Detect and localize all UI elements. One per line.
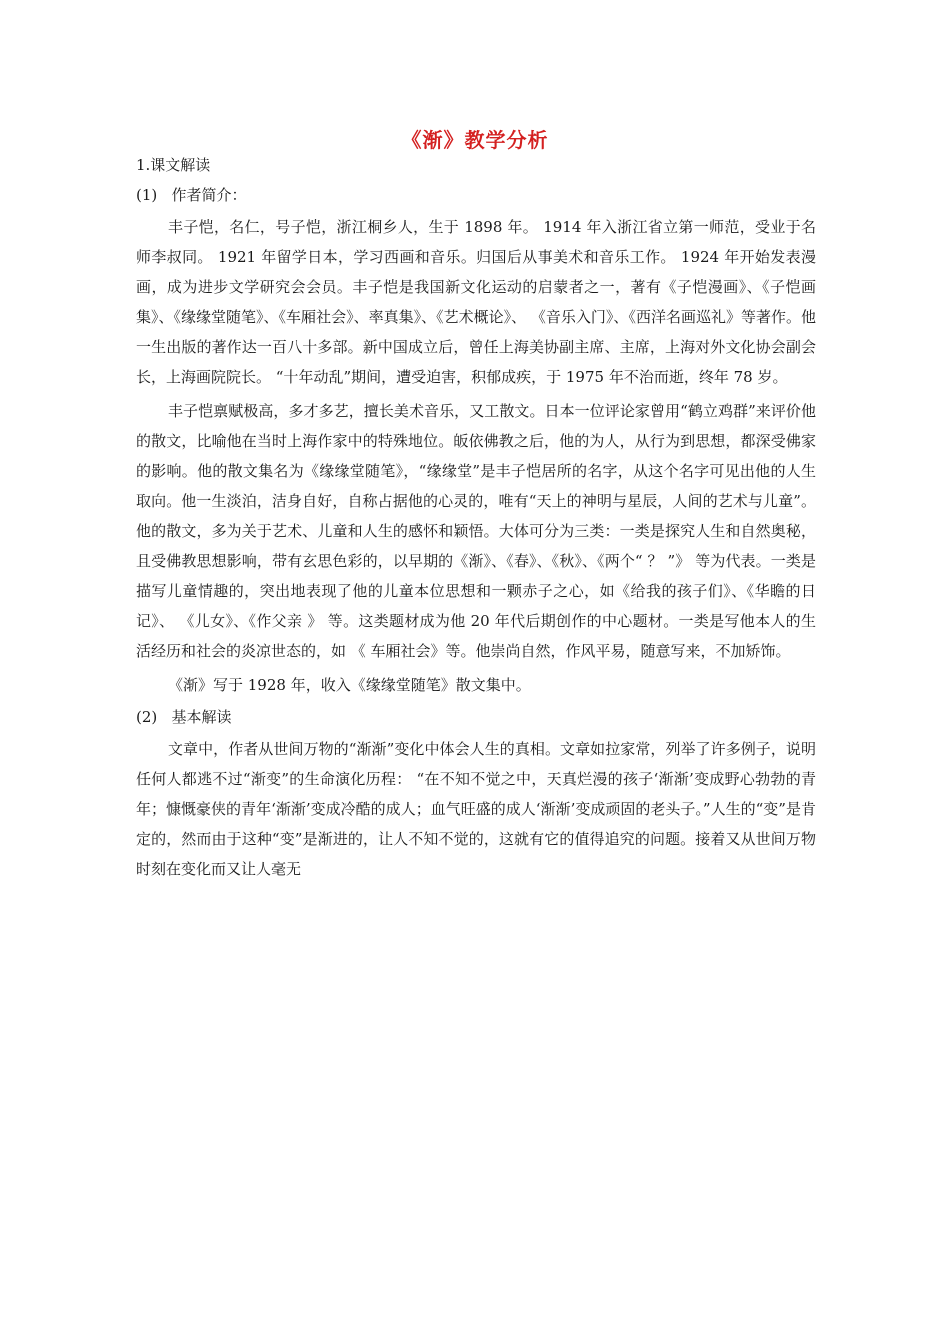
- subsection-heading-author: (1) 作者简介：: [136, 186, 247, 204]
- section-heading: 1.课文解读: [136, 156, 211, 174]
- document-title: 《渐》教学分析: [401, 128, 549, 152]
- paragraph-author-style: 丰子恺禀赋极高，多才多艺，擅长美术音乐，又工散文。日本一位评论家曾用“鹤立鸡群”来评价他的散文，比喻他在当时上海作家中的特殊地位。皈依佛教之后，他的为人，从行为到思想，都深受佛家的影响。他的散文集名为《缘缘堂随笔》，“缘缘堂”是丰子恺居所的名字，从这个名字可见出他的人生取向。他一生淡泊，洁身自好，自称占据他的心灵的，唯有“天上的神明与星辰，人间的艺术与儿童”。他的散文，多为关于艺术、儿童和人生的感怀和颖悟。大体可分为三类：一类是探究人生和自然奥秘，且受佛教思想影响，带有玄思色彩的，以早期的《渐》、《春》、《秋》、《两个“ ？ ”》 等为代表。一类是描写儿童情趣的，突出地表现了他的儿童本位思想和一颗赤子之心，如《给我的孩子们》、《华瞻的日记》、 《儿女》、《作父亲 》 等。这类题材成为他 20 年代后期创作的中心题材。一类是写他本人的生活经历和社会的炎凉世态的，如 《 车厢社会》等。他崇尚自然，作风平易，随意写来，不加矫饰。: [136, 402, 816, 660]
- subsection-heading-basic: (2) 基本解读: [136, 708, 232, 726]
- paragraph-author-intro: 丰子恺，名仁，号子恺，浙江桐乡人，生于 1898 年。 1914 年入浙江省立第一师范，受业于名师李叔同。 1921 年留学日本，学习西画和音乐。归国后从事美术和音乐工作。 1924 年开始发表漫画，成为进步文学研究会会员。丰子恺是我国新文化运动的启蒙者之一，著有《子恺漫画》、《子恺画集》、《缘缘堂随笔》、《车厢社会》、率真集》、《艺术概论》、 《音乐入门》、《西洋名画巡礼》等著作。他一生出版的著作达一百八十多部。新中国成立后，曾任上海美协副主席、主席，上海对外文化协会副会长，上海画院院长。 “十年动乱”期间，遭受迫害，积郁成疾，于 1975 年不治而逝，终年 78 岁。: [136, 218, 816, 386]
- paragraph-basic-reading: 文章中，作者从世间万物的“渐渐”变化中体会人生的真相。文章如拉家常，列举了许多例子，说明任何人都逃不过“渐变”的生命演化历程： “在不知不觉之中，天真烂漫的孩子‘渐渐’变成野心勃勃的青年；慷慨豪侠的青年‘渐渐’变成冷酷的成人；血气旺盛的成人‘渐渐’变成顽固的老头子。”人生的“变”是肯定的，然而由于这种“变”是渐进的，让人不知不觉的，这就有它的值得追究的问题。接着又从世间万物时刻在变化而又让人毫无: [136, 740, 816, 878]
- paragraph-publication: 《渐》写于 1928 年，收入《缘缘堂随笔》散文集中。: [168, 676, 531, 694]
- document-body: [136, 150, 816, 884]
